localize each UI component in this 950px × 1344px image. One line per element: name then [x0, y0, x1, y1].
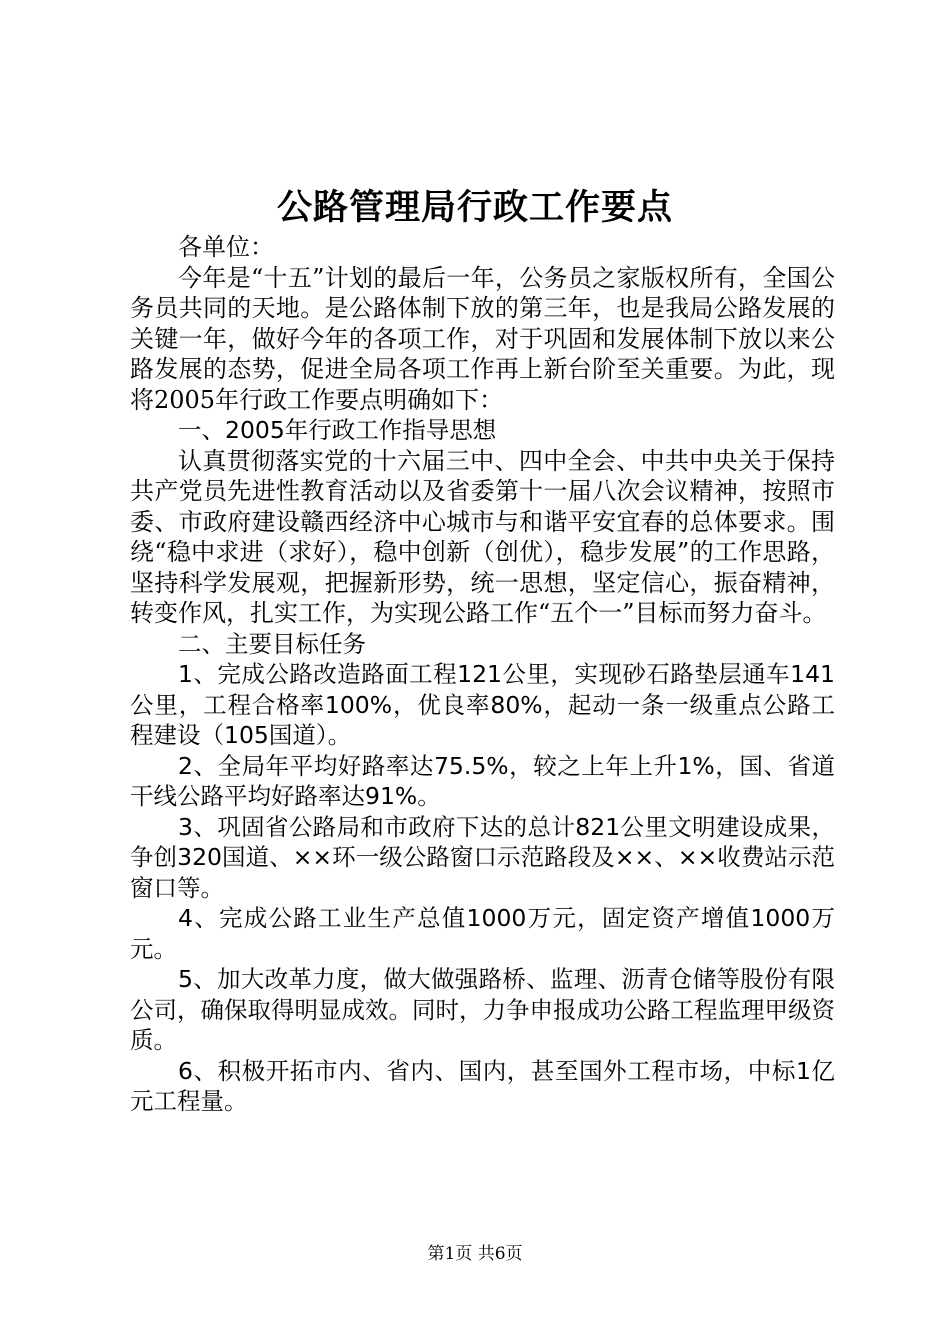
- task-item-1: 1、完成公路改造路面工程121公里，实现砂石路垫层通车141公里，工程合格率100%，优良率80%，起动一条一级重点公路工程建设（105国道）。: [130, 660, 835, 749]
- section2-heading: 二、主要目标任务: [178, 629, 366, 658]
- page-number: 第1页 共6页: [427, 1244, 523, 1264]
- section1-heading: 一、2005年行政工作指导思想: [178, 416, 497, 444]
- salutation: 各单位：: [178, 233, 274, 261]
- document-body: [130, 232, 835, 1117]
- task-item-4: 4、完成公路工业生产总值1000万元，固定资产增值1000万元。: [130, 904, 835, 963]
- task-item-2: 2、全局年平均好路率达75.5%，较之上年上升1%，国、省道干线公路平均好路率达91%。: [130, 751, 835, 810]
- document-title: 公路管理局行政工作要点: [276, 188, 673, 228]
- task-item-5: [130, 964, 835, 1056]
- task-item-5-main: 5、加大改革力度，做大做强路桥、监理、沥青仓储等股份有限公司，确保取得明显成效。: [130, 965, 835, 1024]
- section1-paragraph: 认真贯彻落实党的十六届三中、四中全会、中共中央关于保持共产党员先进性教育活动以及省委第十一届八次会议精神，按照市委、市政府建设赣西经济中心城市与和谐平安宜春的总体要求。围绕“稳中求进（求好），稳中创新（创优），稳步发展”的工作思路，坚持科学发展观，把握新形势，统一思想，坚定信心，振奋精神，转变作风，扎实工作，为实现公路工作“五个一”目标而努力奋斗。: [130, 446, 835, 627]
- task-item-5-extra: 同时，力争申报成功公路工程监理甲级资质。: [130, 995, 835, 1054]
- task-item-6: 6、积极开拓市内、省内、国内，甚至国外工程市场，中标1亿元工程量。: [130, 1056, 835, 1115]
- intro-paragraph: 今年是“十五”计划的最后一年，公务员之家版权所有，全国公务员共同的天地。是公路体制下放的第三年，也是我局公路发展的关键一年，做好今年的各项工作，对于巩固和发展体制下放以来公路发展的态势，促进全局各项工作再上新台阶至关重要。为此，现将2005年行政工作要点明确如下：: [130, 263, 835, 414]
- task-item-3: 3、巩固省公路局和市政府下达的总计821公里文明建设成果，争创320国道、××环一级公路窗口示范路段及××、××收费站示范窗口等。: [130, 812, 835, 902]
